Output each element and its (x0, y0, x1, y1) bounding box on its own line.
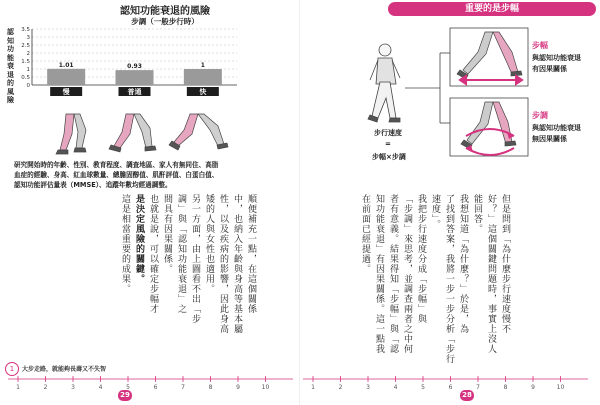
page-number: 29 (118, 390, 132, 401)
x-tick-label: 慢 (62, 88, 70, 96)
text-column: 間具有因果關係。 (162, 194, 172, 274)
ruler-label: 5 (421, 384, 425, 390)
text-column: 我想知道「為什麼？」於是，為 (458, 194, 468, 334)
walking-speed-label: 步行速度 (374, 129, 402, 137)
chart-subtitle: 步調（一般步行時） (131, 17, 199, 26)
bar-value-label: 1 (200, 62, 205, 69)
y-tick-label: 0.5 (21, 75, 30, 81)
text-column: 知功能衰退」有因果關係。這一點我 (374, 194, 384, 354)
ruler-label: 1 (16, 384, 20, 390)
ruler-label: 8 (503, 384, 508, 390)
legs-fast (169, 114, 228, 150)
walking-legs-illustration (46, 112, 246, 156)
ruler-label: 10 (261, 384, 270, 390)
page-number: 28 (460, 390, 474, 401)
ruler-label: 7 (181, 384, 185, 390)
caption-line: 認知功能評估量表（MMSE）、追蹤年數均經過調整。 (14, 181, 172, 189)
ruler-label: 1 (311, 384, 315, 390)
ruler-label: 9 (236, 384, 240, 390)
text-column: 也就是說，可以確定步幅才 (148, 194, 158, 314)
ruler-label: 10 (556, 384, 565, 390)
right-body-text (358, 194, 512, 364)
stride-desc-1: 與認知功能衰退 (532, 54, 581, 62)
caption-line: 血症的經驗、身高、紅血球數量、總膽固醇值、肌酐評值、白蛋白值、 (14, 171, 219, 179)
y-tick-label: 1 (26, 67, 30, 73)
chart-title: 認知功能衰退的風險 (120, 6, 210, 17)
text-column: 順便補充一點，在這個關係 (246, 194, 256, 314)
ruler-label: 8 (208, 384, 213, 390)
ruler-label: 2 (43, 384, 48, 390)
ruler-label: 9 (531, 384, 535, 390)
chapter-title: 大步走路，就能夠長壽又不失智 (22, 366, 107, 373)
progress-ruler (303, 376, 593, 390)
cadence-title: 步調 (532, 111, 548, 120)
ruler-label: 3 (366, 384, 370, 390)
chart-caption (14, 160, 274, 190)
text-column: 在前面已經提過。 (360, 194, 370, 274)
speed-formula: 步幅×步調 (372, 153, 406, 161)
ruler-label: 4 (393, 384, 398, 390)
y-tick-label: 1.5 (21, 59, 30, 65)
bracket-lines (405, 53, 450, 123)
y-tick-label: 3 (26, 35, 30, 41)
text-column: 我把步行速度分成「步幅」與 (416, 194, 426, 324)
y-tick-label: 0 (26, 83, 30, 89)
stride-title: 步幅 (532, 41, 548, 50)
progress-ruler (8, 376, 298, 390)
x-tick-label: 快 (199, 88, 207, 96)
bar (184, 69, 222, 85)
bar-value-label: 0.93 (127, 63, 142, 71)
ruler-label: 7 (476, 384, 480, 390)
legs-slow (56, 114, 86, 154)
text-column: 但是問到「為什麼步行速度慢不 (500, 194, 510, 334)
stride-cadence-diagram (300, 18, 600, 168)
text-column-emphasis: 是決定風險的關鍵。 (134, 194, 144, 284)
cadence-desc-2: 無因果關係 (532, 135, 567, 143)
chapter-number-badge: 1 (5, 362, 19, 376)
stride-desc-2: 有因果關係 (532, 65, 567, 73)
legs-normal (109, 114, 156, 152)
y-tick-label: 2.5 (21, 43, 30, 49)
text-column: 「步調」來思考，並調查兩者之中何 (402, 194, 412, 354)
caption-line: 研究開始時的年齡、性別、教育程度、調查地區、家人有無同住、高脂 (14, 161, 219, 169)
y-tick-label: 3.5 (21, 27, 30, 33)
text-column: 調」與「認知功能衰退」之 (176, 194, 186, 314)
text-column: 這是相當重要的成果。 (120, 194, 130, 294)
chart-y-axis-label: 認知功能衰退的風險 (7, 28, 14, 104)
y-tick-label: 2 (26, 51, 30, 57)
walking-person-illustration (368, 44, 400, 122)
equals-sign: = (385, 140, 391, 148)
text-column: 中，也納入年齡與身高等基本屬 (232, 194, 242, 334)
ruler-label: 3 (71, 384, 75, 390)
text-column: 了找到答案，我將一步一步分析「步行 (444, 194, 454, 364)
text-column: 矮的人與女性也適用。 (204, 194, 214, 294)
section-banner: 重要的是步幅 (388, 2, 596, 16)
text-column: 性，以及疾病的影響，因此身高 (218, 194, 228, 334)
bar (47, 69, 85, 85)
ruler-label: 6 (153, 384, 158, 390)
text-column: 者有意義。結果得知「步幅」與「認 (388, 194, 398, 354)
ruler-label: 4 (98, 384, 103, 390)
ruler-label: 2 (338, 384, 343, 390)
bar-chart (14, 25, 244, 97)
ruler-label: 5 (126, 384, 130, 390)
bar-value-label: 1.01 (58, 61, 74, 69)
text-column: 另一方面，由上圖看不出「步 (190, 194, 200, 324)
text-column: 好？」這個關鍵問題時，事實上沒人 (486, 194, 496, 354)
text-column: 能回答。 (472, 194, 482, 234)
x-tick-label: 普通 (127, 88, 142, 96)
bar (116, 70, 154, 85)
text-column: 速度」。 (430, 194, 440, 230)
ruler-label: 6 (448, 384, 453, 390)
left-body-text (118, 194, 258, 342)
cadence-desc-1: 與認知功能衰退 (532, 124, 581, 132)
